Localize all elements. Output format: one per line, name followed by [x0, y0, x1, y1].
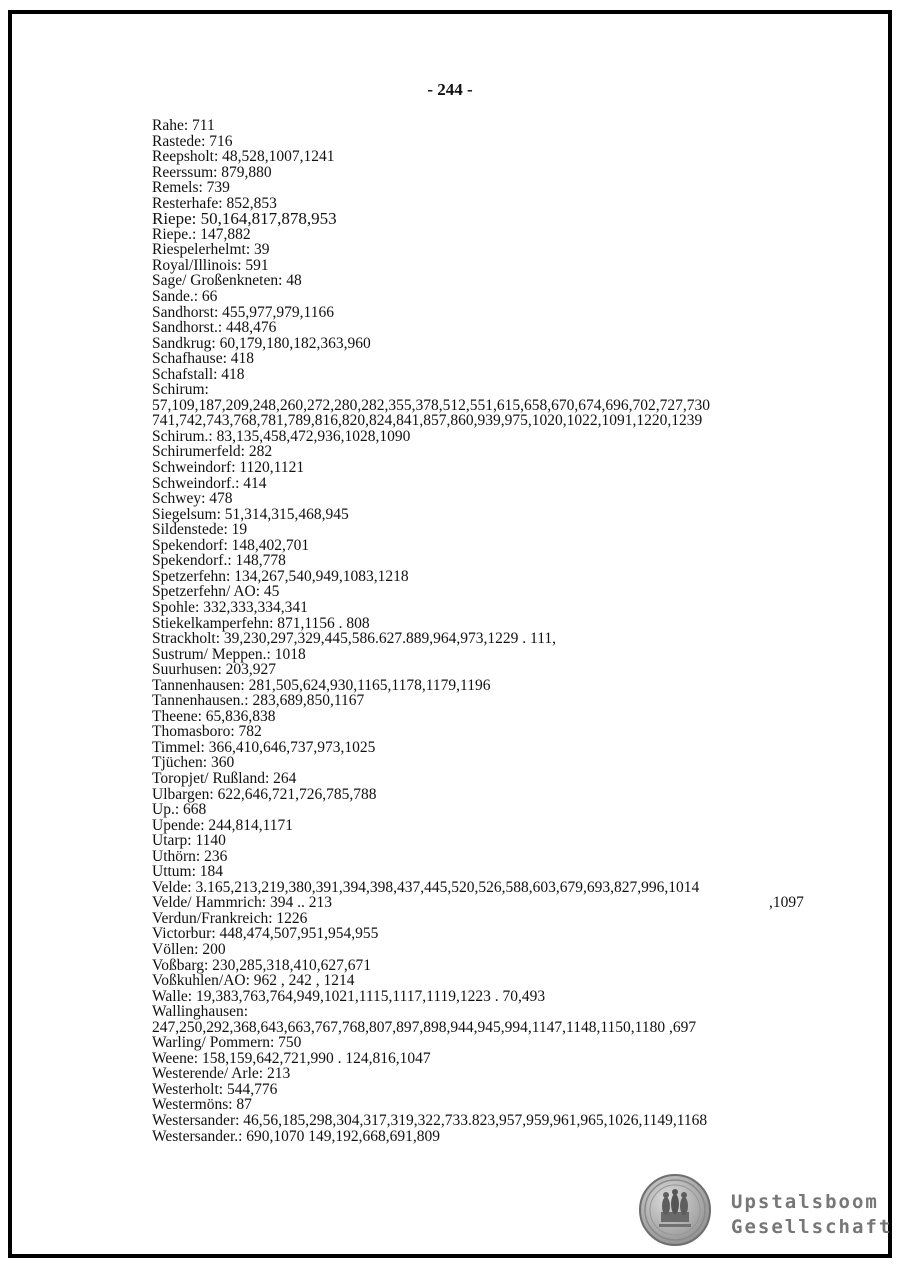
index-entry: Voßbarg: 230,285,318,410,627,671: [152, 956, 372, 974]
index-entry: Schafhause: 418: [152, 350, 255, 368]
index-entry: Verdun/Frankreich: 1226: [152, 909, 308, 927]
index-entry: Voßkuhlen/AO: 962 , 242 , 1214: [152, 972, 355, 990]
index-entry: Spekendorf: 148,402,701: [152, 536, 310, 554]
index-entry-velde-hammrich: [152, 895, 832, 911]
index-entry: Reerssum: 879,880: [152, 163, 272, 181]
index-entry: Victorbur: 448,474,507,951,954,955: [152, 925, 379, 943]
index-entry: Spetzerfehn: 134,267,540,949,1083,1218: [152, 567, 409, 585]
index-entry: Westersander.: 690,1070 149,192,668,691,809: [152, 1127, 441, 1145]
index-entry: Riepe.: 147,882: [152, 225, 251, 243]
seal-emblem-icon: [639, 1174, 711, 1246]
index-entry: Rahe: 711: [152, 117, 215, 134]
index-entry: Tannenhausen: 281,505,624,930,1165,1178,1179,1196: [152, 676, 491, 694]
index-entry: Siegelsum: 51,314,315,468,945: [152, 505, 349, 523]
seal-figures-icon: [641, 1176, 709, 1244]
index-entry: Rastede: 716: [152, 132, 233, 150]
index-entry: Westersander: 46,56,185,298,304,317,319,322,733.823,957,959,961,965,1026,1149,1168: [152, 1112, 708, 1129]
index-entry: Riespelerhelmt: 39: [152, 241, 270, 259]
index-entry: Upende: 244,814,1171: [152, 816, 294, 834]
index-entry: Spekendorf.: 148,778: [152, 552, 286, 570]
index-entry: Walle: 19,383,763,764,949,1021,1115,1117,1119,1223 . 70,493: [152, 987, 546, 1005]
society-name-line2: Gesellschaft: [731, 1216, 893, 1238]
index-entry: Sage/ Großenkneten: 48: [152, 272, 302, 290]
society-name: [731, 1190, 892, 1240]
index-entry: Schirumerfeld: 282: [152, 443, 273, 461]
index-entry: Uthörn: 236: [152, 847, 228, 865]
index-entry-extra: ,1097: [769, 894, 804, 912]
index-entry: Westerende/ Arle: 213: [152, 1065, 291, 1083]
society-name-line1: Upstalsboom: [731, 1191, 879, 1213]
index-entry: Toropjet/ Rußland: 264: [152, 769, 297, 787]
index-entry: Remels: 739: [152, 179, 230, 197]
index-entry: Timmel: 366,410,646,737,973,1025: [152, 738, 376, 756]
index-entry: Utarp: 1140: [152, 832, 226, 850]
index-entry: Wallinghausen:: [152, 1003, 249, 1021]
page-number: - 244 -: [427, 80, 473, 99]
index-entry: Sandhorst: 455,977,979,1166: [152, 303, 334, 321]
index-entry: Schafstall: 418: [152, 365, 245, 383]
index-entry: Westermöns: 87: [152, 1096, 252, 1114]
index-entry: Sandkrug: 60,179,180,182,363,960: [152, 334, 371, 352]
index-entry: Völlen: 200: [152, 940, 226, 958]
index-entry: Up.: 668: [152, 801, 207, 819]
index-entry: Riepe: 50,164,817,878,953: [152, 209, 337, 229]
index-entry: Sustrum/ Meppen.: 1018: [152, 645, 306, 663]
index-entry: Weene: 158,159,642,721,990 . 124,816,1047: [152, 1049, 431, 1067]
index-entry-text: Velde/ Hammrich: 394 .. 213: [152, 894, 332, 912]
index-entry: Schweindorf: 1120,1121: [152, 459, 305, 477]
index-entry: Uttum: 184: [152, 863, 224, 881]
index-entry: Sandhorst.: 448,476: [152, 319, 277, 337]
index-entry: Westerholt: 544,776: [152, 1080, 278, 1098]
index-entry: Schirum.: 83,135,458,472,936,1028,1090: [152, 427, 411, 445]
index-entry: Sildenstede: 19: [152, 521, 248, 539]
index-entry: Schirum:: [152, 381, 209, 399]
index-entry: Schweindorf.: 414: [152, 474, 267, 492]
index-entry: Tannenhausen.: 283,689,850,1167: [152, 692, 365, 710]
index-entry: Suurhusen: 203,927: [152, 661, 276, 679]
index-entry: Stiekelkamperfehn: 871,1156 . 808: [152, 614, 370, 632]
index-entry-continuation: 57,109,187,209,248,260,272,280,282,355,378,512,551,615,658,670,674,696,702,727,730: [152, 396, 710, 414]
index-entry: Spohle: 332,333,334,341: [152, 598, 308, 616]
page-frame: [8, 10, 892, 1258]
index-entry: Spetzerfehn/ AO: 45: [152, 583, 280, 601]
index-entry: Sande.: 66: [152, 288, 218, 306]
index-entry: Schwey: 478: [152, 490, 233, 508]
index-entry: Velde: 3.165,213,219,380,391,394,398,437,445,520,526,588,603,679,693,827,996,1014: [152, 878, 700, 896]
index-entry: Warling/ Pommern: 750: [152, 1034, 302, 1052]
index-entry: Tjüchen: 360: [152, 754, 235, 772]
index-entry-continuation: 741,742,743,768,781,789,816,820,824,841,857,860,939,975,1020,1022,1091,1220,1239: [152, 412, 703, 430]
index-entry-continuation: 247,250,292,368,643,663,767,768,807,897,898,944,945,994,1147,1148,1150,1180 ,697: [152, 1018, 697, 1036]
index-entry: Royal/Illinois: 591: [152, 256, 269, 274]
society-logo: [639, 1174, 899, 1246]
place-index-list: [152, 118, 832, 1144]
index-entry: Ulbargen: 622,646,721,726,785,788: [152, 785, 377, 803]
index-entry: Strackholt: 39,230,297,329,445,586.627.889,964,973,1229 . 111,: [152, 630, 556, 648]
index-entry: Resterhafe: 852,853: [152, 194, 277, 212]
index-entry: Theene: 65,836,838: [152, 707, 276, 725]
index-entry: Thomasboro: 782: [152, 723, 262, 741]
index-entry: Reepsholt: 48,528,1007,1241: [152, 148, 335, 166]
